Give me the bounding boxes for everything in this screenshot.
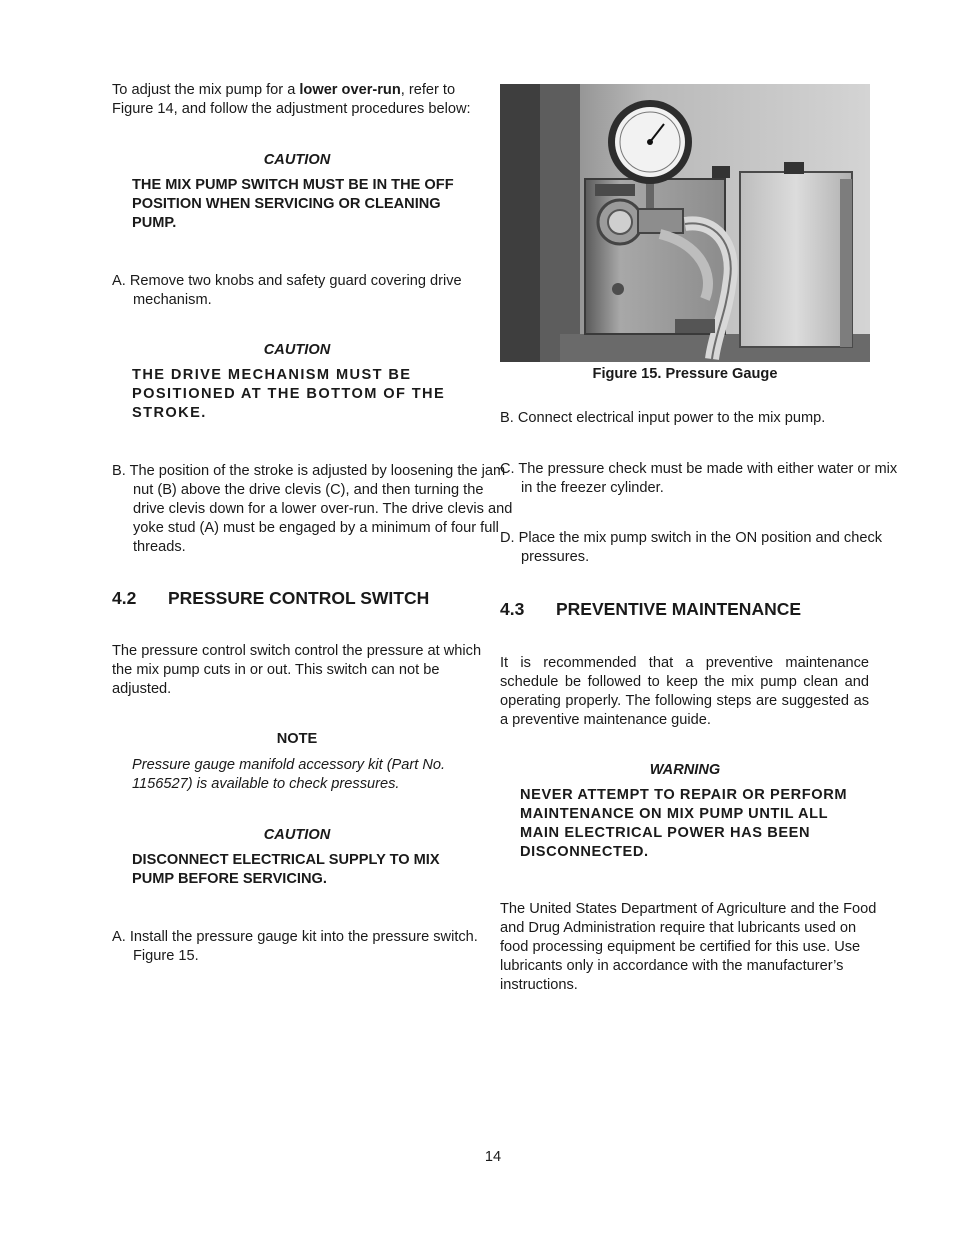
caution-title: CAUTION — [263, 827, 331, 843]
caution-title: CAUTION — [263, 152, 331, 168]
section-4-3-body: It is recommended that a preventive maintenance schedule be followed to keep the mix pump clean and operating properly. The following steps are suggested as a preventive maintenance guide. — [500, 655, 869, 728]
section-title: PREVENTIVE MAINTENANCE — [556, 599, 802, 619]
warning-text: NEVER ATTEMPT TO REPAIR OR PERFORM MAINTENANCE ON MIX PUMP UNTIL ALL MAIN ELECTRICAL POWER HAS BEEN DISCONNECTED. — [520, 787, 848, 860]
step-b-connect-power: B. Connect electrical input power to the mix pump. — [500, 410, 826, 426]
section-number: 4.2 — [112, 588, 137, 608]
caution-text: THE MIX PUMP SWITCH MUST BE IN THE OFF POSITION WHEN SERVICING OR CLEANING PUMP. — [132, 177, 454, 231]
intro-bold-text: lower over-run — [299, 82, 401, 98]
note-text: Pressure gauge manifold accessory kit (Part No. 1156527) is available to check pressures. — [132, 757, 446, 792]
note-title: NOTE — [276, 731, 318, 747]
usda-paragraph: The United States Department of Agriculture and the Food and Drug Administration require that lubricants used on food processing equipment be certified for this use. Use lubricants only in accordance with the manufacturer’s instructions. — [500, 901, 877, 993]
caution-title: CAUTION — [263, 342, 331, 358]
page-number: 14 — [484, 1149, 502, 1165]
step-b-stroke-adjust: B. The position of the stroke is adjusted by loosening the jam nut (B) above the drive clevis (C), and then turning the drive clevis down for a lower over-run. The drive clevis and yoke stud (A) must be engaged by a minimum of four full threads. — [112, 463, 513, 555]
step-a-remove-knobs: A. Remove two knobs and safety guard covering drive mechanism. — [112, 273, 462, 308]
section-heading-4-3 — [500, 600, 880, 619]
pressure-gauge-photo — [500, 84, 870, 362]
intro-text-end: , refer to Figure 14, and follow the adjustment procedures below: — [112, 82, 471, 117]
section-title: PRESSURE CONTROL SWITCH — [168, 588, 430, 608]
section-heading-4-2 — [112, 589, 492, 608]
caution-text: THE DRIVE MECHANISM MUST BE POSITIONED AT THE BOTTOM OF THE STROKE. — [132, 367, 446, 421]
step-d-switch-on: D. Place the mix pump switch in the ON position and check pressures. — [500, 530, 883, 565]
intro-paragraph — [112, 81, 497, 119]
caution-text: DISCONNECT ELECTRICAL SUPPLY TO MIX PUMP BEFORE SERVICING. — [132, 852, 440, 887]
step-c-pressure-check: C. The pressure check must be made with either water or mix in the freezer cylinder. — [500, 461, 898, 496]
section-number: 4.3 — [500, 599, 525, 619]
pressure-gauge-illustration — [500, 84, 870, 362]
figure-caption: Figure 15. Pressure Gauge — [592, 366, 778, 382]
step-a-install-gauge: A. Install the pressure gauge kit into the pressure switch. Figure 15. — [112, 929, 478, 964]
intro-text: To adjust the mix pump for a — [112, 82, 300, 98]
section-4-2-body: The pressure control switch control the pressure at which the mix pump cuts in or out. This switch can not be adjusted. — [112, 643, 482, 697]
warning-title: WARNING — [649, 762, 721, 778]
